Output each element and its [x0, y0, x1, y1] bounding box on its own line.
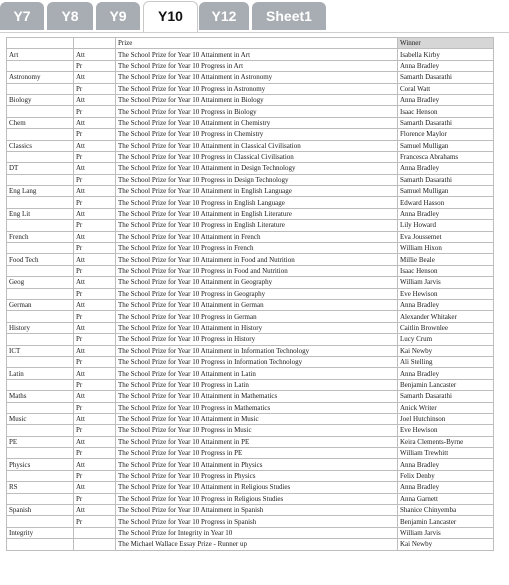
cell-winner[interactable]: Isaac Henson	[398, 265, 494, 276]
cell-subject[interactable]	[7, 265, 74, 276]
cell-subject[interactable]	[7, 516, 74, 527]
cell-type[interactable]: Pr	[74, 379, 116, 390]
cell-winner[interactable]: Alexander Whitaker	[398, 311, 494, 322]
tab-y8[interactable]: Y8	[47, 2, 93, 30]
cell-type[interactable]: Att	[74, 140, 116, 151]
cell-winner[interactable]: Eve Hewison	[398, 425, 494, 436]
cell-subject[interactable]: German	[7, 299, 74, 310]
cell-winner[interactable]: Anna Bradley	[398, 459, 494, 470]
cell-prize[interactable]: The School Prize for Year 10 Progress in Music	[116, 425, 398, 436]
table-row	[7, 106, 494, 117]
cell-winner[interactable]: Eva Joussemet	[398, 231, 494, 242]
table-row	[7, 140, 494, 151]
cell-type[interactable]	[74, 527, 116, 538]
table-row	[7, 379, 494, 390]
cell-prize[interactable]: The School Prize for Year 10 Progress in French	[116, 243, 398, 254]
cell-subject[interactable]: Art	[7, 49, 74, 60]
cell-subject[interactable]: Chem	[7, 117, 74, 128]
table-row	[7, 334, 494, 345]
cell-subject[interactable]: PE	[7, 436, 74, 447]
cell-prize[interactable]: The School Prize for Year 10 Attainment in Geography	[116, 277, 398, 288]
table-row	[7, 459, 494, 470]
cell-subject[interactable]: Astronomy	[7, 72, 74, 83]
cell-prize[interactable]: The School Prize for Year 10 Progress in Food and Nutrition	[116, 265, 398, 276]
cell-subject[interactable]: Eng Lit	[7, 208, 74, 219]
cell-prize[interactable]: The School Prize for Year 10 Attainment in Design Technology	[116, 163, 398, 174]
cell-type[interactable]: Att	[74, 72, 116, 83]
cell-prize[interactable]: The School Prize for Year 10 Attainment in English Language	[116, 186, 398, 197]
prize-table	[6, 37, 494, 551]
header-cell-type[interactable]	[74, 38, 116, 49]
cell-type[interactable]: Pr	[74, 129, 116, 140]
cell-prize[interactable]: The School Prize for Year 10 Progress in Information Technology	[116, 356, 398, 367]
cell-prize[interactable]: The School Prize for Year 10 Attainment in Spanish	[116, 505, 398, 516]
cell-subject[interactable]: Physics	[7, 459, 74, 470]
cell-winner[interactable]: Caitlin Brownlee	[398, 322, 494, 333]
cell-type[interactable]: Att	[74, 49, 116, 60]
table-row	[7, 391, 494, 402]
cell-subject[interactable]: History	[7, 322, 74, 333]
table-row	[7, 368, 494, 379]
table-row	[7, 208, 494, 219]
cell-winner[interactable]: Anick Writer	[398, 402, 494, 413]
cell-prize[interactable]: The School Prize for Year 10 Attainment in Religious Studies	[116, 482, 398, 493]
cell-subject[interactable]	[7, 402, 74, 413]
cell-winner[interactable]: Benjamin Lancaster	[398, 379, 494, 390]
cell-winner[interactable]: Coral Watt	[398, 83, 494, 94]
table-header-row	[7, 38, 494, 49]
table-row	[7, 322, 494, 333]
cell-subject[interactable]: Food Tech	[7, 254, 74, 265]
cell-subject[interactable]: Maths	[7, 391, 74, 402]
cell-prize[interactable]: The School Prize for Year 10 Progress in German	[116, 311, 398, 322]
table-row	[7, 277, 494, 288]
cell-winner[interactable]: Kai Newby	[398, 345, 494, 356]
cell-prize[interactable]: The School Prize for Year 10 Progress in Astronomy	[116, 83, 398, 94]
cell-winner[interactable]: Francesca Abrahams	[398, 151, 494, 162]
table-row	[7, 299, 494, 310]
cell-prize[interactable]: The School Prize for Year 10 Progress in English Language	[116, 197, 398, 208]
cell-type[interactable]: Att	[74, 505, 116, 516]
table-row	[7, 243, 494, 254]
cell-prize[interactable]: The School Prize for Year 10 Attainment in Latin	[116, 368, 398, 379]
cell-subject[interactable]: DT	[7, 163, 74, 174]
cell-type[interactable]: Pr	[74, 334, 116, 345]
cell-winner[interactable]: Lucy Crum	[398, 334, 494, 345]
cell-winner[interactable]: William Jarvis	[398, 277, 494, 288]
table-row	[7, 220, 494, 231]
table-row	[7, 129, 494, 140]
cell-winner[interactable]: Joel Hutchinson	[398, 413, 494, 424]
cell-winner[interactable]: Isaac Henson	[398, 106, 494, 117]
table-row	[7, 527, 494, 538]
cell-winner[interactable]: Edward Hasson	[398, 197, 494, 208]
cell-type[interactable]: Pr	[74, 197, 116, 208]
cell-winner[interactable]: Lily Howard	[398, 220, 494, 231]
cell-subject[interactable]	[7, 151, 74, 162]
cell-subject[interactable]	[7, 60, 74, 71]
cell-subject[interactable]	[7, 243, 74, 254]
cell-type[interactable]: Att	[74, 413, 116, 424]
table-row	[7, 265, 494, 276]
cell-winner[interactable]: Anna Bradley	[398, 60, 494, 71]
table-row	[7, 448, 494, 459]
cell-subject[interactable]	[7, 334, 74, 345]
cell-type[interactable]: Pr	[74, 60, 116, 71]
table-row	[7, 49, 494, 60]
cell-type[interactable]: Pr	[74, 425, 116, 436]
cell-winner[interactable]: Anna Bradley	[398, 208, 494, 219]
cell-winner[interactable]: Ali Stelling	[398, 356, 494, 367]
cell-type[interactable]: Att	[74, 482, 116, 493]
cell-prize[interactable]: The School Prize for Year 10 Progress in Mathematics	[116, 402, 398, 413]
cell-prize[interactable]: The School Prize for Year 10 Attainment in Physics	[116, 459, 398, 470]
table-row	[7, 94, 494, 105]
cell-type[interactable]: Pr	[74, 311, 116, 322]
cell-winner[interactable]: William Jarvis	[398, 527, 494, 538]
cell-type[interactable]: Att	[74, 459, 116, 470]
cell-type[interactable]: Pr	[74, 243, 116, 254]
cell-winner[interactable]: Felix Denby	[398, 470, 494, 481]
cell-prize[interactable]: The School Prize for Year 10 Attainment in PE	[116, 436, 398, 447]
cell-subject[interactable]: Classics	[7, 140, 74, 151]
cell-type[interactable]: Att	[74, 299, 116, 310]
cell-subject[interactable]: Biology	[7, 94, 74, 105]
header-cell-subject[interactable]	[7, 38, 74, 49]
cell-subject[interactable]	[7, 83, 74, 94]
cell-type[interactable]: Att	[74, 368, 116, 379]
table-row	[7, 402, 494, 413]
table-row	[7, 436, 494, 447]
cell-type[interactable]: Att	[74, 117, 116, 128]
cell-prize[interactable]: The School Prize for Year 10 Attainment in Astronomy	[116, 72, 398, 83]
cell-winner[interactable]: Samarth Dasarathi	[398, 391, 494, 402]
tab-sheet1[interactable]: Sheet1	[252, 2, 326, 30]
cell-winner[interactable]: Millie Beale	[398, 254, 494, 265]
cell-type[interactable]: Att	[74, 254, 116, 265]
cell-prize[interactable]: The School Prize for Year 10 Attainment in Biology	[116, 94, 398, 105]
table-row	[7, 186, 494, 197]
cell-type[interactable]: Att	[74, 391, 116, 402]
table-row	[7, 60, 494, 71]
cell-winner[interactable]: Samuel Mulligan	[398, 140, 494, 151]
table-row	[7, 163, 494, 174]
table-row	[7, 345, 494, 356]
cell-prize[interactable]: The School Prize for Year 10 Attainment in Art	[116, 49, 398, 60]
cell-winner[interactable]: Anna Bradley	[398, 163, 494, 174]
cell-subject[interactable]: Spanish	[7, 505, 74, 516]
cell-type[interactable]: Att	[74, 345, 116, 356]
tab-y10[interactable]: Y10	[143, 1, 198, 32]
cell-type[interactable]: Pr	[74, 220, 116, 231]
table-row	[7, 254, 494, 265]
cell-type[interactable]: Att	[74, 436, 116, 447]
cell-subject[interactable]	[7, 448, 74, 459]
cell-winner[interactable]: Shanice Chinyemba	[398, 505, 494, 516]
cell-winner[interactable]: Isabella Kirby	[398, 49, 494, 60]
table-row	[7, 72, 494, 83]
cell-winner[interactable]: Samarth Dasarathi	[398, 117, 494, 128]
cell-prize[interactable]: The School Prize for Year 10 Progress in Physics	[116, 470, 398, 481]
cell-type[interactable]: Pr	[74, 288, 116, 299]
cell-prize[interactable]: The School Prize for Year 10 Progress in Religious Studies	[116, 493, 398, 504]
cell-type[interactable]: Att	[74, 231, 116, 242]
table-row	[7, 174, 494, 185]
cell-prize[interactable]: The School Prize for Year 10 Attainment in English Literature	[116, 208, 398, 219]
table-row	[7, 425, 494, 436]
cell-subject[interactable]	[7, 356, 74, 367]
cell-prize[interactable]: The School Prize for Year 10 Progress in Latin	[116, 379, 398, 390]
tab-y12[interactable]: Y12	[199, 2, 249, 30]
header-cell-winner[interactable]: Winner	[398, 38, 494, 49]
cell-prize[interactable]: The Michael Wallace Essay Prize - Runner up	[116, 539, 398, 550]
cell-subject[interactable]: Geog	[7, 277, 74, 288]
header-cell-prize[interactable]: Prize	[116, 38, 398, 49]
cell-prize[interactable]: The School Prize for Year 10 Attainment in Mathematics	[116, 391, 398, 402]
cell-type[interactable]: Att	[74, 277, 116, 288]
cell-type[interactable]: Pr	[74, 356, 116, 367]
table-row	[7, 117, 494, 128]
cell-winner[interactable]: Kai Newby	[398, 539, 494, 550]
cell-type[interactable]: Att	[74, 208, 116, 219]
cell-subject[interactable]	[7, 493, 74, 504]
table-row	[7, 311, 494, 322]
tab-y9[interactable]: Y9	[96, 2, 140, 30]
cell-prize[interactable]: The School Prize for Year 10 Progress in Art	[116, 60, 398, 71]
cell-subject[interactable]	[7, 197, 74, 208]
cell-subject[interactable]	[7, 129, 74, 140]
table-row	[7, 539, 494, 550]
cell-subject[interactable]	[7, 379, 74, 390]
table-row	[7, 413, 494, 424]
cell-type[interactable]: Pr	[74, 402, 116, 413]
tab-y7[interactable]: Y7	[0, 2, 44, 30]
table-row	[7, 197, 494, 208]
cell-winner[interactable]: Anna Bradley	[398, 94, 494, 105]
cell-winner[interactable]: Keira Clements-Byrne	[398, 436, 494, 447]
cell-type[interactable]: Att	[74, 186, 116, 197]
cell-type[interactable]: Pr	[74, 516, 116, 527]
spreadsheet-area	[0, 32, 509, 585]
cell-subject[interactable]	[7, 539, 74, 550]
cell-prize[interactable]: The School Prize for Year 10 Progress in History	[116, 334, 398, 345]
cell-prize[interactable]: The School Prize for Integrity in Year 10	[116, 527, 398, 538]
cell-subject[interactable]: Integrity	[7, 527, 74, 538]
cell-prize[interactable]: The School Prize for Year 10 Progress in Classical Civilisation	[116, 151, 398, 162]
table-row	[7, 470, 494, 481]
cell-prize[interactable]: The School Prize for Year 10 Attainment in Chemistry	[116, 117, 398, 128]
cell-winner[interactable]: Samuel Mulligan	[398, 186, 494, 197]
cell-winner[interactable]: William Hixon	[398, 243, 494, 254]
table-row	[7, 493, 494, 504]
table-row	[7, 231, 494, 242]
cell-subject[interactable]: Music	[7, 413, 74, 424]
cell-prize[interactable]: The School Prize for Year 10 Progress in Spanish	[116, 516, 398, 527]
cell-winner[interactable]: Anna Bradley	[398, 368, 494, 379]
cell-prize[interactable]: The School Prize for Year 10 Attainment in French	[116, 231, 398, 242]
cell-winner[interactable]: Anna Bradley	[398, 299, 494, 310]
cell-subject[interactable]: Latin	[7, 368, 74, 379]
cell-subject[interactable]: RS	[7, 482, 74, 493]
table-row	[7, 288, 494, 299]
cell-subject[interactable]	[7, 220, 74, 231]
cell-subject[interactable]	[7, 174, 74, 185]
cell-type[interactable]: Pr	[74, 83, 116, 94]
cell-prize[interactable]: The School Prize for Year 10 Attainment in Music	[116, 413, 398, 424]
cell-winner[interactable]: William Trewhitt	[398, 448, 494, 459]
cell-winner[interactable]: Florence Maylor	[398, 129, 494, 140]
cell-type[interactable]	[74, 539, 116, 550]
cell-winner[interactable]: Eve Hewison	[398, 288, 494, 299]
cell-type[interactable]: Pr	[74, 448, 116, 459]
cell-winner[interactable]: Anna Garnett	[398, 493, 494, 504]
cell-prize[interactable]: The School Prize for Year 10 Progress in PE	[116, 448, 398, 459]
cell-prize[interactable]: The School Prize for Year 10 Progress in Geography	[116, 288, 398, 299]
cell-prize[interactable]: The School Prize for Year 10 Progress in Biology	[116, 106, 398, 117]
table-row	[7, 482, 494, 493]
table-row	[7, 151, 494, 162]
cell-prize[interactable]: The School Prize for Year 10 Attainment in History	[116, 322, 398, 333]
cell-winner[interactable]: Samarth Dasarathi	[398, 174, 494, 185]
cell-subject[interactable]	[7, 311, 74, 322]
cell-prize[interactable]: The School Prize for Year 10 Attainment in Information Technology	[116, 345, 398, 356]
cell-subject[interactable]: French	[7, 231, 74, 242]
table-row	[7, 356, 494, 367]
table-row	[7, 505, 494, 516]
cell-type[interactable]: Pr	[74, 470, 116, 481]
cell-subject[interactable]	[7, 470, 74, 481]
cell-type[interactable]: Pr	[74, 151, 116, 162]
cell-prize[interactable]: The School Prize for Year 10 Progress in English Literature	[116, 220, 398, 231]
cell-type[interactable]: Att	[74, 322, 116, 333]
cell-prize[interactable]: The School Prize for Year 10 Progress in Design Technology	[116, 174, 398, 185]
cell-subject[interactable]: ICT	[7, 345, 74, 356]
cell-prize[interactable]: The School Prize for Year 10 Progress in Chemistry	[116, 129, 398, 140]
cell-subject[interactable]: Eng Lang	[7, 186, 74, 197]
table-row	[7, 516, 494, 527]
table-row	[7, 83, 494, 94]
sheet-tab-bar	[0, 0, 509, 32]
cell-prize[interactable]: The School Prize for Year 10 Attainment in Classical Civilisation	[116, 140, 398, 151]
cell-type[interactable]: Pr	[74, 265, 116, 276]
cell-prize[interactable]: The School Prize for Year 10 Attainment in German	[116, 299, 398, 310]
cell-prize[interactable]: The School Prize for Year 10 Attainment in Food and Nutrition	[116, 254, 398, 265]
cell-type[interactable]: Pr	[74, 106, 116, 117]
cell-type[interactable]: Att	[74, 163, 116, 174]
cell-subject[interactable]	[7, 106, 74, 117]
cell-subject[interactable]	[7, 288, 74, 299]
cell-type[interactable]: Att	[74, 94, 116, 105]
cell-winner[interactable]: Samarth Dasarathi	[398, 72, 494, 83]
cell-type[interactable]: Pr	[74, 493, 116, 504]
cell-winner[interactable]: Benjamin Lancaster	[398, 516, 494, 527]
cell-subject[interactable]	[7, 425, 74, 436]
cell-type[interactable]: Pr	[74, 174, 116, 185]
cell-winner[interactable]: Anna Bradley	[398, 482, 494, 493]
